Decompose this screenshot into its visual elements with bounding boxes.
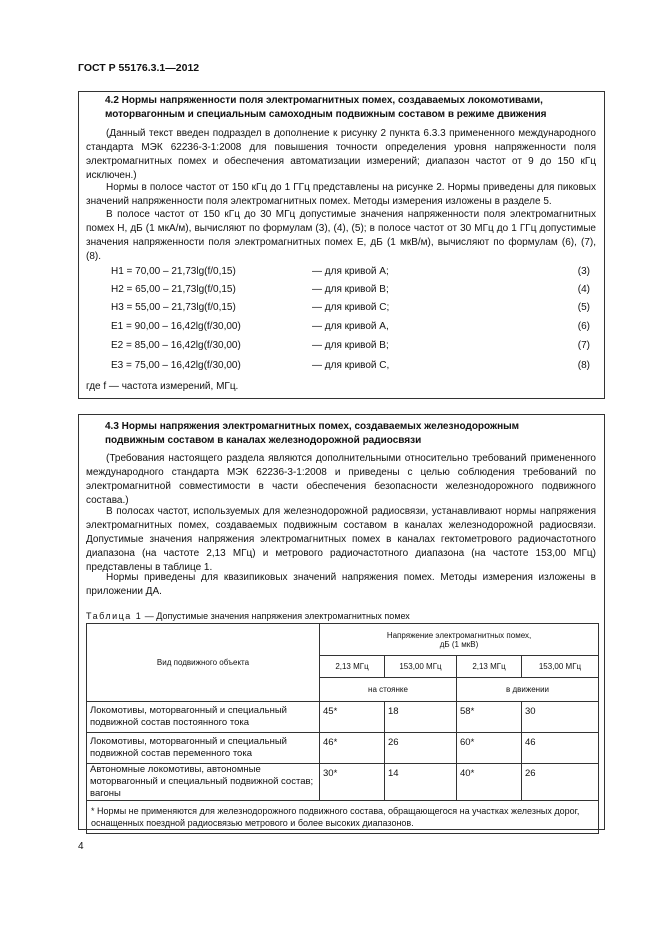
table-cell-object: Локомотивы, моторвагонный и специальный подвижной состав переменного тока bbox=[87, 733, 320, 764]
table-cell-value: 14 bbox=[385, 764, 457, 801]
formula-expression: E1 = 90,00 – 16,42lg(f/30,00) bbox=[111, 321, 241, 332]
section-4-3-title-line1: 4.3 Нормы напряжения электромагнитных помех, создаваемых железнодорожным bbox=[105, 421, 520, 432]
formula-number: (8) bbox=[577, 360, 590, 371]
formula-row bbox=[86, 319, 596, 335]
table-header-voltage-line1: Напряжение электромагнитных помех, bbox=[386, 630, 532, 640]
table-header-object: Вид подвижного объекта bbox=[87, 624, 320, 702]
table-header-freq: 153,00 МГц bbox=[522, 656, 599, 678]
section-4-2-paragraph-2: Нормы в полосе частот от 150 кГц до 1 ГГц представлены на рисунке 2. Нормы приведены для пиковых значений напряженности поля электромагнитных помех. Методы измерения изложены в разделе 5. bbox=[86, 182, 596, 207]
formula-expression: H3 = 55,00 – 21,73lg(f/0,15) bbox=[111, 302, 236, 313]
table-footnote: * Нормы не применяются для железнодорожного подвижного состава, обращающегося на участках железных дорог, оснащенных поездной радиосвязью метрового и более высоких диапазонов. bbox=[87, 801, 599, 834]
table-header-freq: 2,13 МГц bbox=[320, 656, 385, 678]
formula-expression: H2 = 65,00 – 21,73lg(f/0,15) bbox=[111, 284, 236, 295]
formula-number: (7) bbox=[577, 340, 590, 351]
formula-expression: E3 = 75,00 – 16,42lg(f/30,00) bbox=[111, 360, 241, 371]
table-cell-value: 26 bbox=[385, 733, 457, 764]
table-header-voltage-line2: дБ (1 мкВ) bbox=[439, 639, 479, 649]
table-cell-value: 45* bbox=[320, 702, 385, 733]
formula-description: — для кривой В; bbox=[312, 340, 389, 351]
section-4-2-title-line2: моторвагонным и специальным самоходным подвижным составом в режиме движения bbox=[105, 109, 547, 120]
table-cell-object: Автономные локомотивы, автономные моторвагонный и специальный подвижной состав; вагоны bbox=[87, 764, 320, 801]
table-cell-object: Локомотивы, моторвагонный и специальный подвижной состав постоянного тока bbox=[87, 702, 320, 733]
table-cell-value: 58* bbox=[457, 702, 522, 733]
table-cell-value: 46* bbox=[320, 733, 385, 764]
formula-description: — для кривой В; bbox=[312, 284, 389, 295]
formula-expression: H1 = 70,00 – 21,73lg(f/0,15) bbox=[111, 266, 236, 277]
table-row bbox=[87, 733, 599, 764]
table-row bbox=[87, 764, 599, 801]
table-cell-value: 26 bbox=[522, 764, 599, 801]
table-header-mode-move: в движении bbox=[457, 678, 599, 702]
formula-description: — для кривой А; bbox=[312, 266, 389, 277]
table-header-mode-stand: на стоянке bbox=[320, 678, 457, 702]
section-4-2-title-line1: 4.2 Нормы напряженности поля электромагнитных помех, создаваемых локомотивами, bbox=[105, 95, 543, 106]
table-cell-value: 40* bbox=[457, 764, 522, 801]
formula-expression: E2 = 85,00 – 16,42lg(f/30,00) bbox=[111, 340, 241, 351]
table-header-freq: 153,00 МГц bbox=[385, 656, 457, 678]
table-cell-value: 18 bbox=[385, 702, 457, 733]
formula-row bbox=[86, 358, 596, 374]
table-cell-value: 30* bbox=[320, 764, 385, 801]
section-4-2-paragraph-1: (Данный текст введен подраздел в дополнение к рисунку 2 пункта 6.3.3 примененного международного стандарта МЭК 62236-3-1:2008 для повышения точности определения уровня напряженности поля электромагнитных помех и обеспечения автоматизации измерений; диапазон частот от 9 до 150 кГц исключен.) bbox=[86, 128, 596, 181]
table-cell-value: 46 bbox=[522, 733, 599, 764]
formula-number: (6) bbox=[577, 321, 590, 332]
formula-description: — для кривой С; bbox=[312, 302, 390, 313]
formula-number: (5) bbox=[577, 302, 590, 313]
table-caption bbox=[86, 611, 410, 621]
formula-row bbox=[86, 300, 596, 316]
table-footnote-row bbox=[87, 801, 599, 834]
table-cell-value: 30 bbox=[522, 702, 599, 733]
table-header-voltage bbox=[320, 624, 599, 656]
formula-row bbox=[86, 338, 596, 354]
section-4-3-paragraph-1: (Требования настоящего раздела являются дополнительными относительно требований примененного международного стандарта МЭК 62236-3-1:2008 и приведены с целью соблюдения требований по электромагнитной совместимости в части обеспечения безопасности железнодорожного подвижного состава.) bbox=[86, 453, 596, 506]
emission-limits-table bbox=[86, 623, 599, 834]
section-4-3-title-line2: подвижным составом в каналах железнодорожной радиосвязи bbox=[105, 435, 422, 446]
section-4-3-paragraph-2: В полосах частот, используемых для железнодорожной радиосвязи, устанавливают нормы напряжения электромагнитных помех, создаваемых подвижным составом в каналах железнодорожной радиосвязи. Допустимые значения напряжения электромагнитных помех в каналах гектометрового радиочастотного диапазона (на частоте 2,13 МГц) и метрового радиочастотного диапазона (на частоте 153,00 МГц) представлены в таблице 1. bbox=[86, 506, 596, 573]
formula-row bbox=[86, 264, 596, 280]
formula-number: (4) bbox=[577, 284, 590, 295]
formula-legend: где f — частота измерений, МГц. bbox=[86, 381, 239, 392]
formula-description: — для кривой А, bbox=[312, 321, 389, 332]
page-number: 4 bbox=[78, 841, 84, 852]
section-4-3-paragraph-3: Нормы приведены для квазипиковых значений напряжения помех. Методы измерения изложены в приложении ДА. bbox=[86, 572, 596, 597]
table-row bbox=[87, 702, 599, 733]
table-caption-label: Таблица 1 bbox=[86, 611, 143, 621]
table-cell-value: 60* bbox=[457, 733, 522, 764]
table-header-freq: 2,13 МГц bbox=[457, 656, 522, 678]
formula-number: (3) bbox=[577, 266, 590, 277]
section-4-2-paragraph-3: В полосе частот от 150 кГц до 30 МГц допустимые значения напряженности поля электромагнитных помех H, дБ (1 мкА/м), вычисляют по формулам (3), (4), (5); в полосе частот от 30 МГц до 1 ГГц допустимые значения напряженности поля электромагнитных помех E, дБ (1 мкВ/м), вычисляют по формулам (6), (7), (8). bbox=[86, 209, 596, 262]
document-code: ГОСТ Р 55176.3.1—2012 bbox=[78, 62, 200, 74]
formula-row bbox=[86, 282, 596, 298]
formula-description: — для кривой С, bbox=[312, 360, 390, 371]
table-caption-text: — Допустимые значения напряжения электромагнитных помех bbox=[142, 611, 410, 621]
